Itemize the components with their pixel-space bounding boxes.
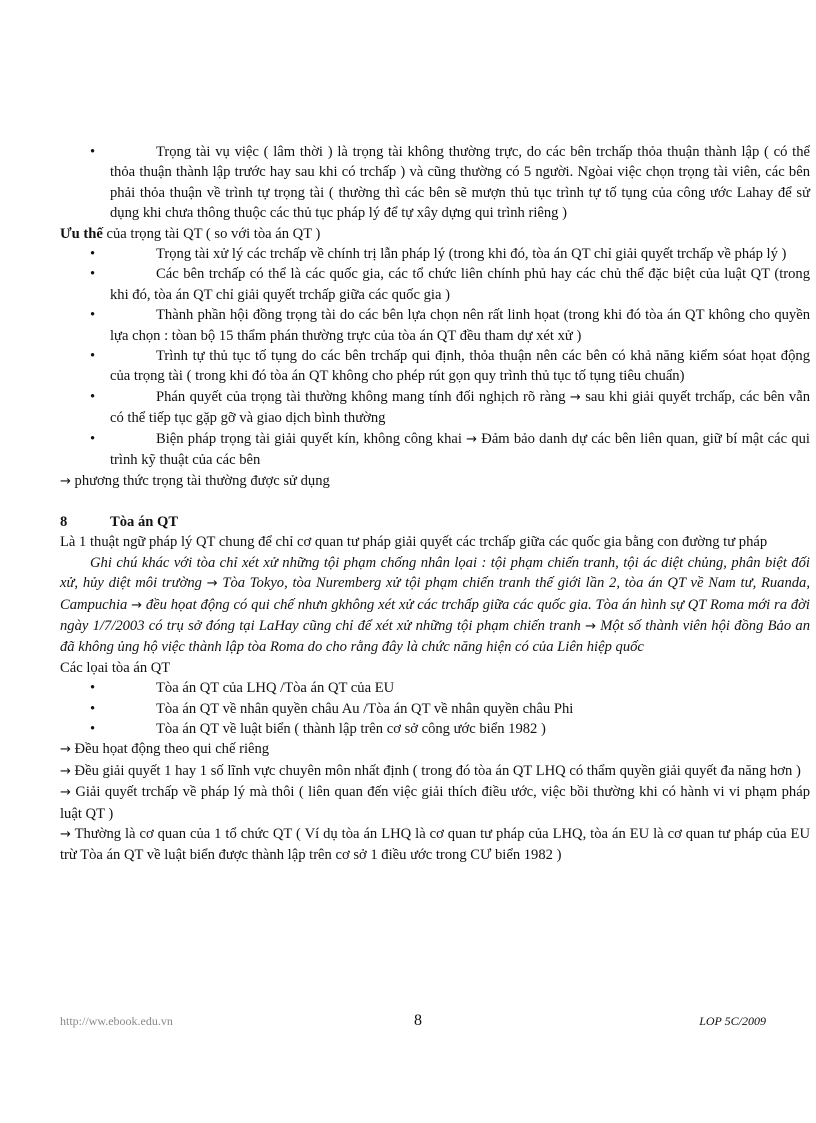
arrow-icon: →: [466, 431, 478, 447]
court-point-text: Thường là cơ quan của 1 tổ chức QT ( Ví dụ tòa án LHQ là cơ quan tư pháp của LHQ, tòa án EU là cơ quan tư pháp của EU trừ Tòa án QT về luật biển được thành lập trên cơ sở 1 điều ước trong CƯ biển 1982 ): [60, 826, 810, 864]
advantages-heading-bold: Ưu thế: [60, 225, 103, 242]
bullet-icon: •: [90, 700, 96, 717]
advantage-text: Các bên trchấp có thể là các quốc gia, các tổ chức liên chính phủ hay các chủ thể đặc biệt của luật QT (trong khi đó, tòa án QT chỉ giải quyết trchấp giữa các quốc gia ): [110, 266, 810, 303]
bullet-icon: •: [90, 266, 96, 283]
advantage-item: [60, 305, 810, 346]
spacer: [60, 492, 810, 512]
advantages-heading-rest: của trọng tài QT ( so với tòa án QT ): [102, 225, 321, 242]
court-point: [60, 739, 810, 760]
court-point-text: Đều giải quyết 1 hay 1 số lĩnh vực chuyên môn nhất định ( trong đó tòa án QT LHQ có thẩm quyền giải quyết đa năng hơn ): [70, 762, 801, 779]
arrow-icon: →: [60, 742, 71, 758]
advantage-text-part: Biện pháp trọng tài giải quyết kín, không công khai: [156, 430, 467, 447]
section-title: Tòa án QT: [110, 513, 179, 530]
conclusion-text: phương thức trọng tài thường được sử dụng: [70, 472, 330, 489]
arrow-icon: →: [131, 597, 143, 613]
footer-class-label: LOP 5C/2009: [699, 1014, 766, 1028]
advantage-text-part: Đảm bảo danh dự các bên liên quan, giữ bí mật các qui trình kỹ thuật của các bên: [110, 430, 810, 469]
note-text-part: Ghi chú khác với tòa chỉ xét xử những tội phạm chống nhân lọai : tội phạm chiến tranh, tội ác diệt chủng, phân biệt đối xử, hủy diệt môi trường: [60, 554, 810, 592]
bullet-icon: •: [90, 348, 96, 365]
bullet-icon: •: [90, 388, 96, 405]
advantage-text: Trình tự thủ tục tố tụng do các bên trchấp qui định, thỏa thuận nên các bên có khả năng kiểm sóat họat động của trọng tài ( trong khi đó tòa án QT không cho phép rút gọn quy trình thủ tục tố tụng tiêu chuẩn): [110, 348, 810, 385]
arrow-icon: →: [585, 618, 596, 634]
advantage-item: [60, 387, 810, 429]
advantage-item: [60, 264, 810, 305]
court-type-text: Tòa án QT của LHQ /Tòa án QT của EU: [156, 680, 395, 697]
section-note: [60, 553, 810, 658]
court-type-text: Tòa án QT về luật biển ( thành lập trên cơ sở công ước biển 1982 ): [156, 720, 546, 737]
advantage-item: [60, 346, 810, 387]
bullet-icon: •: [90, 430, 96, 447]
arrow-icon: →: [569, 389, 581, 405]
section-number: 8: [60, 513, 68, 530]
court-type-item: [60, 699, 810, 719]
section-definition: Là 1 thuật ngữ pháp lý QT chung để chỉ cơ quan tư pháp giải quyết các trchấp giữa các quốc gia bằng con đường tư pháp: [60, 534, 768, 551]
footer-url[interactable]: http://ww.ebook.edu.vn: [60, 1014, 173, 1028]
advantage-item: [60, 244, 810, 264]
page-footer: [60, 1014, 766, 1034]
bullet-ad-hoc-arbitration: [60, 142, 810, 224]
advantage-text-part: Phán quyết của trọng tài thường không mang tính đối nghịch rõ ràng: [156, 388, 570, 405]
bullet-icon: •: [90, 307, 96, 324]
advantage-item: [60, 429, 810, 471]
arrow-icon: →: [60, 785, 71, 801]
bullet-icon: •: [90, 144, 96, 160]
arrow-icon: →: [60, 827, 71, 842]
arrow-icon: →: [60, 473, 71, 489]
bullet-text: Trọng tài vụ việc ( lâm thời ) là trọng tài không thường trực, do các bên trchấp thỏa thuận thành lập ( có thể thỏa thuận thành lập trước hay sau khi có trchấp ) và cũng thường có 5 người. Ngòai việc chọn trọng tài viên, các bên phải thỏa thuận về trình tự trọng tài ( thường thì các bên sẽ mượn thủ tục trình tự tố tụng của công ước Lahay để sử dụng khi chưa thông thuộc các thủ tục pháp lý để tự xây dựng qui trình riêng ): [110, 144, 810, 222]
court-point: [60, 761, 810, 782]
bullet-icon: •: [90, 720, 96, 737]
court-point: [60, 782, 810, 824]
page-number: 8: [414, 1012, 422, 1029]
note-text-part: đều họat động có qui chế nhưn gkhông xét xử các trchấp giữa các quốc gia. Tòa án hình sự QT Roma mới ra đời ngày 1/7/2003 có trụ sở đóng tại LaHay cũng chỉ để xét xử những tội phạm chiến tranh: [60, 596, 810, 634]
section-heading: [60, 512, 810, 532]
advantage-text: Thành phần hội đồng trọng tài do các bên lựa chọn nên rất linh họat (trong khi đó tòa án QT không cho quyền lựa chọn : tòan bộ 15 thẩm phán thường trực của tòa án QT đều tham dự xét xử ): [110, 307, 810, 344]
arrow-icon: →: [206, 576, 218, 592]
court-type-text: Tòa án QT về nhân quyền châu Au /Tòa án QT về nhân quyền châu Phi: [156, 700, 574, 717]
advantage-text: Trọng tài xử lý các trchấp về chính trị lẫn pháp lý (trong khi đó, tòa án QT chỉ giải quyết trchấp về pháp lý ): [156, 246, 787, 263]
court-point: [60, 824, 810, 866]
bullet-icon: •: [90, 246, 96, 263]
advantage-text: [110, 429, 810, 471]
note-text-part: Tòa Tokyo, tòa Nuremberg xử tội phạm chiến tranh thế giới lần 2, tòa án QT về Nam tư, Ruanda, Campuchia: [60, 575, 810, 613]
court-type-item: [60, 678, 810, 698]
court-point-text: Giải quyết trchấp về pháp lý mà thôi ( liên quan đến việc giải thích điều ước, việc bồi thường khi có hành vi vi phạm pháp luật QT ): [60, 784, 810, 822]
advantages-heading: [60, 224, 810, 244]
court-point-text: Đều họat động theo qui chế riêng: [70, 741, 270, 758]
court-type-item: [60, 719, 810, 739]
arrow-icon: →: [60, 763, 71, 779]
bullet-icon: •: [90, 680, 96, 697]
advantages-conclusion: [60, 471, 810, 492]
note-text-part: Một số thành viên hội đồng Bảo an đã không ủng hộ việc thành lập tòa Roma do cho rằng đây là chức năng hiện có của Liên hiệp quốc: [60, 617, 810, 656]
court-types-label: Các lọai tòa án QT: [60, 659, 171, 676]
advantage-text-part: sau khi giải quyết trchấp, các bên vẫn có thể tiếp tục gặp gỡ và giao dịch bình thường: [110, 388, 810, 427]
advantage-text: [110, 387, 810, 429]
document-body: [60, 142, 810, 866]
